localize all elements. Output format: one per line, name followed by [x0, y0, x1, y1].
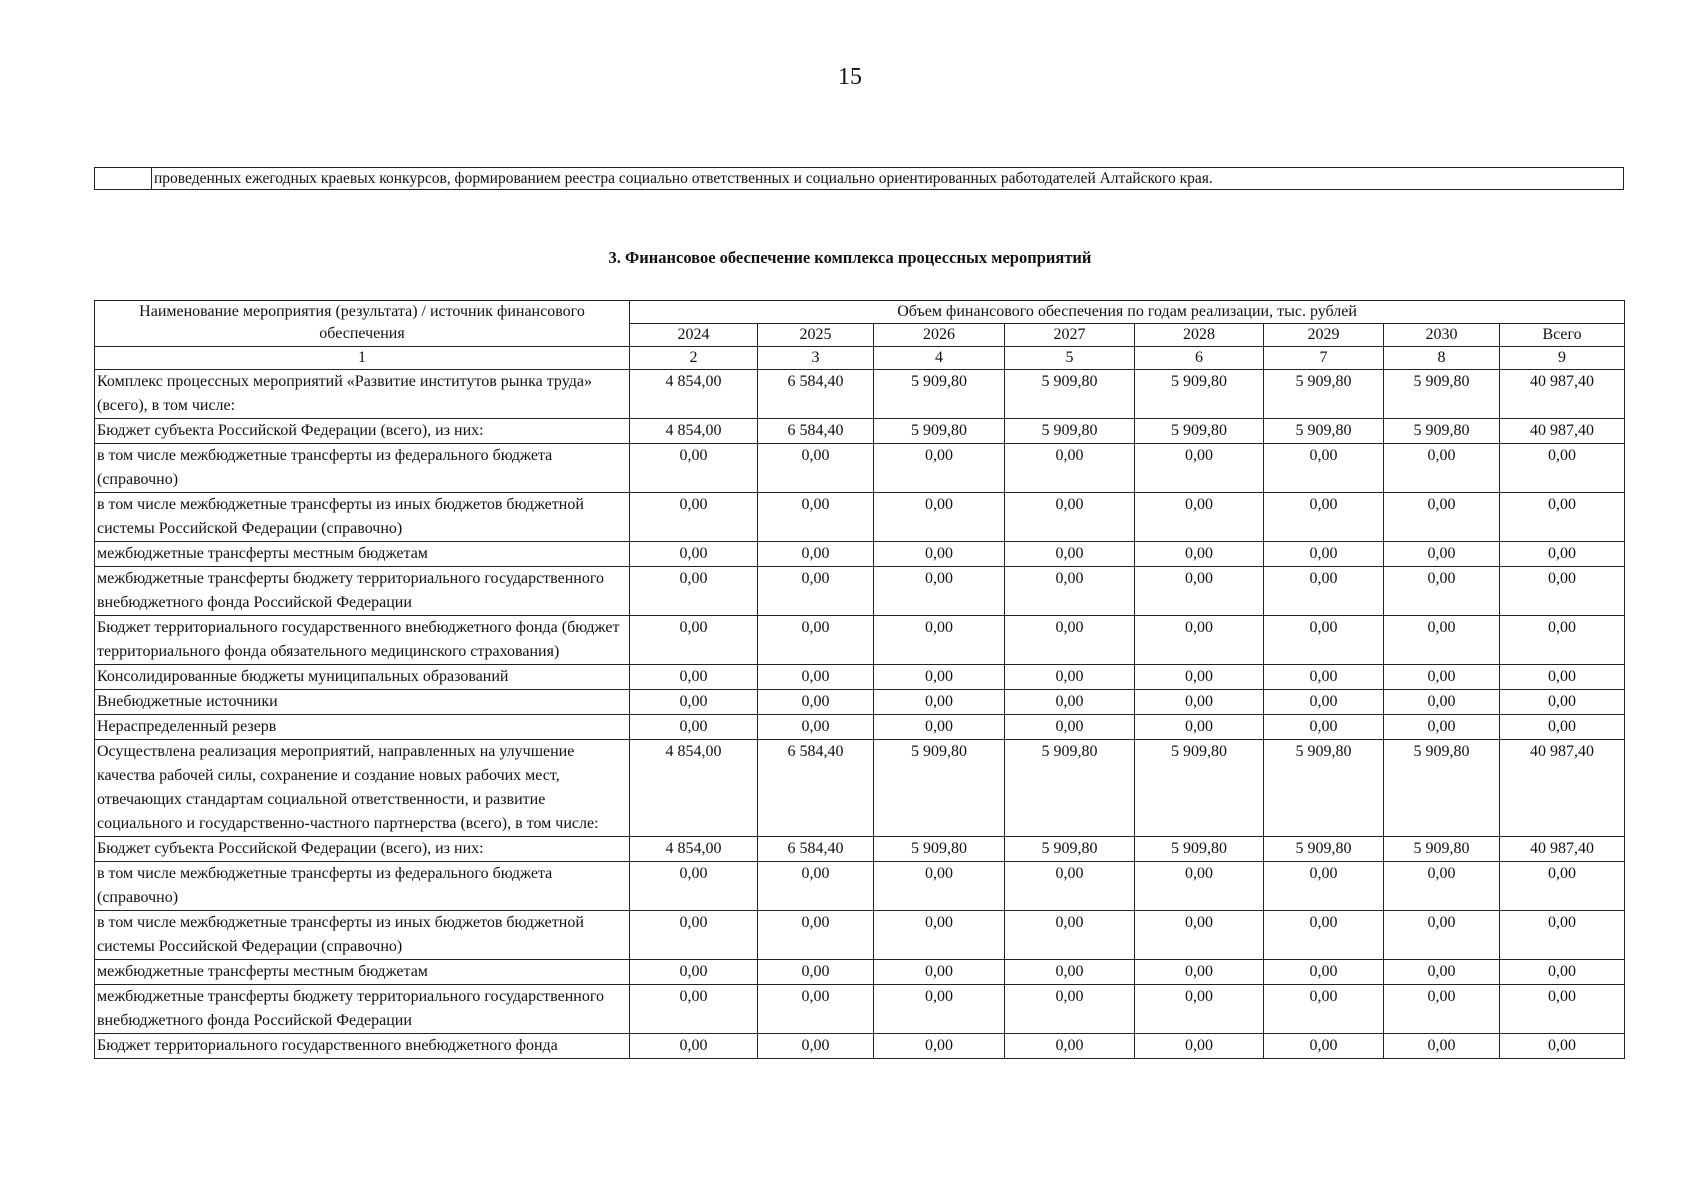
value-cell: 0,00: [1135, 444, 1264, 493]
table-row: [95, 862, 1625, 911]
value-cell: 0,00: [630, 567, 758, 616]
value-cell: 0,00: [874, 493, 1005, 542]
value-cell: 0,00: [874, 960, 1005, 985]
value-cell: 0,00: [874, 1034, 1005, 1059]
value-cell: 5 909,80: [1135, 419, 1264, 444]
value-cell: 5 909,80: [1135, 837, 1264, 862]
row-name-cell: межбюджетные трансферты местным бюджетам: [95, 542, 630, 567]
header-year-cell: 2028: [1135, 324, 1264, 347]
value-cell: 5 909,80: [1264, 419, 1384, 444]
value-cell: 0,00: [1135, 690, 1264, 715]
value-cell: 0,00: [1384, 542, 1500, 567]
value-cell: 0,00: [1384, 911, 1500, 960]
column-number-cell: 1: [95, 347, 630, 370]
value-cell: 0,00: [1500, 715, 1625, 740]
row-name-cell: межбюджетные трансферты бюджету территориального государственного внебюджетного фонда Российской Федерации: [95, 985, 630, 1034]
value-cell: 0,00: [1135, 911, 1264, 960]
value-cell: 0,00: [1384, 690, 1500, 715]
table-row: [95, 493, 1625, 542]
value-cell: 0,00: [1384, 1034, 1500, 1059]
row-name-cell: Консолидированные бюджеты муниципальных образований: [95, 665, 630, 690]
value-cell: 40 987,40: [1500, 419, 1625, 444]
value-cell: 0,00: [758, 493, 874, 542]
value-cell: 40 987,40: [1500, 837, 1625, 862]
value-cell: 0,00: [1005, 542, 1135, 567]
header-name-cell: Наименование мероприятия (результата) / источник финансового обеспечения: [95, 301, 630, 347]
value-cell: 0,00: [630, 1034, 758, 1059]
value-cell: 0,00: [1005, 862, 1135, 911]
value-cell: 0,00: [1500, 493, 1625, 542]
header-year-cell: 2024: [630, 324, 758, 347]
value-cell: 0,00: [630, 862, 758, 911]
table-row: [95, 985, 1625, 1034]
table-row: [95, 542, 1625, 567]
value-cell: 0,00: [874, 567, 1005, 616]
header-year-cell: Всего: [1500, 324, 1625, 347]
row-name-cell: Нераспределенный резерв: [95, 715, 630, 740]
column-number-cell: 4: [874, 347, 1005, 370]
table-row: [95, 567, 1625, 616]
row-name-cell: межбюджетные трансферты местным бюджетам: [95, 960, 630, 985]
value-cell: 0,00: [1500, 960, 1625, 985]
column-numbers-row: [95, 347, 1625, 370]
value-cell: 0,00: [1500, 567, 1625, 616]
value-cell: 0,00: [630, 911, 758, 960]
value-cell: 4 854,00: [630, 740, 758, 837]
header-year-cell: 2025: [758, 324, 874, 347]
value-cell: 0,00: [1264, 616, 1384, 665]
value-cell: 4 854,00: [630, 370, 758, 419]
header-year-cell: 2029: [1264, 324, 1384, 347]
row-name-cell: Бюджет субъекта Российской Федерации (всего), из них:: [95, 419, 630, 444]
value-cell: 0,00: [1384, 715, 1500, 740]
value-cell: 0,00: [1005, 690, 1135, 715]
table-row: [95, 740, 1625, 837]
value-cell: 0,00: [758, 862, 874, 911]
table-row: [95, 665, 1625, 690]
value-cell: 0,00: [630, 715, 758, 740]
value-cell: 5 909,80: [1005, 370, 1135, 419]
value-cell: 0,00: [1005, 985, 1135, 1034]
value-cell: 5 909,80: [1264, 370, 1384, 419]
value-cell: 0,00: [1384, 493, 1500, 542]
value-cell: 0,00: [1005, 715, 1135, 740]
header-row-top: [95, 301, 1625, 324]
value-cell: 0,00: [630, 665, 758, 690]
row-name-cell: Комплекс процессных мероприятий «Развитие институтов рынка труда» (всего), в том числе:: [95, 370, 630, 419]
row-name-cell: межбюджетные трансферты бюджету территориального государственного внебюджетного фонда Российской Федерации: [95, 567, 630, 616]
value-cell: 0,00: [1500, 911, 1625, 960]
column-number-cell: 3: [758, 347, 874, 370]
header-year-cell: 2030: [1384, 324, 1500, 347]
value-cell: 0,00: [1384, 567, 1500, 616]
value-cell: 0,00: [1384, 862, 1500, 911]
value-cell: 4 854,00: [630, 837, 758, 862]
value-cell: 0,00: [874, 616, 1005, 665]
value-cell: 5 909,80: [1384, 837, 1500, 862]
value-cell: 0,00: [758, 665, 874, 690]
column-number-cell: 9: [1500, 347, 1625, 370]
value-cell: 0,00: [1135, 985, 1264, 1034]
value-cell: 0,00: [1264, 665, 1384, 690]
table-row: [95, 690, 1625, 715]
value-cell: 0,00: [1135, 862, 1264, 911]
header-volume-cell: Объем финансового обеспечения по годам реализации, тыс. рублей: [630, 301, 1625, 324]
value-cell: 0,00: [1264, 493, 1384, 542]
value-cell: 0,00: [1500, 616, 1625, 665]
value-cell: 0,00: [1384, 665, 1500, 690]
value-cell: 0,00: [1005, 911, 1135, 960]
header-year-cell: 2027: [1005, 324, 1135, 347]
value-cell: 0,00: [1135, 616, 1264, 665]
value-cell: 0,00: [1264, 960, 1384, 985]
table-row: [95, 715, 1625, 740]
value-cell: 5 909,80: [1264, 740, 1384, 837]
value-cell: 0,00: [1005, 616, 1135, 665]
value-cell: 0,00: [1135, 567, 1264, 616]
value-cell: 5 909,80: [1005, 837, 1135, 862]
value-cell: 0,00: [758, 567, 874, 616]
value-cell: 0,00: [1264, 985, 1384, 1034]
header-year-cell: 2026: [874, 324, 1005, 347]
row-name-cell: Осуществлена реализация мероприятий, направленных на улучшение качества рабочей силы, сохранение и создание новых рабочих мест, отвечающих стандартам социальной ответственности, и развитие социального и государственно-частного партнерства (всего), в том числе:: [95, 740, 630, 837]
previous-row-text: проведенных ежегодных краевых конкурсов, формированием реестра социально ответственных и социально ориентированных работодателей Алтайского края.: [154, 170, 1213, 187]
row-name-cell: в том числе межбюджетные трансферты из иных бюджетов бюджетной системы Российской Федерации (справочно): [95, 493, 630, 542]
value-cell: 0,00: [630, 493, 758, 542]
value-cell: 0,00: [758, 911, 874, 960]
table-row: [95, 1034, 1625, 1059]
value-cell: 0,00: [1264, 567, 1384, 616]
value-cell: 0,00: [1135, 542, 1264, 567]
value-cell: 0,00: [1384, 444, 1500, 493]
value-cell: 40 987,40: [1500, 370, 1625, 419]
value-cell: 0,00: [874, 862, 1005, 911]
value-cell: 0,00: [874, 665, 1005, 690]
value-cell: 0,00: [1264, 444, 1384, 493]
value-cell: 5 909,80: [874, 370, 1005, 419]
table-row: [95, 911, 1625, 960]
value-cell: 0,00: [630, 985, 758, 1034]
column-number-cell: 8: [1384, 347, 1500, 370]
value-cell: 6 584,40: [758, 837, 874, 862]
value-cell: 5 909,80: [874, 837, 1005, 862]
table-row: [95, 444, 1625, 493]
value-cell: 0,00: [1005, 1034, 1135, 1059]
value-cell: 5 909,80: [1384, 370, 1500, 419]
value-cell: 0,00: [758, 690, 874, 715]
value-cell: 0,00: [1005, 665, 1135, 690]
value-cell: 0,00: [758, 616, 874, 665]
row-name-cell: в том числе межбюджетные трансферты из иных бюджетов бюджетной системы Российской Федерации (справочно): [95, 911, 630, 960]
value-cell: 0,00: [1500, 665, 1625, 690]
value-cell: 0,00: [758, 985, 874, 1034]
row-name-cell: Бюджет территориального государственного внебюджетного фонда (бюджет территориального фонда обязательного медицинского страхования): [95, 616, 630, 665]
table-row: [95, 837, 1625, 862]
table-row: [95, 960, 1625, 985]
value-cell: 0,00: [630, 444, 758, 493]
value-cell: 0,00: [1264, 1034, 1384, 1059]
value-cell: 0,00: [1005, 493, 1135, 542]
financing-table: [94, 300, 1625, 1059]
value-cell: 0,00: [874, 542, 1005, 567]
value-cell: 0,00: [1264, 690, 1384, 715]
value-cell: 6 584,40: [758, 740, 874, 837]
table-row: [95, 419, 1625, 444]
value-cell: 0,00: [1500, 1034, 1625, 1059]
row-name-cell: в том числе межбюджетные трансферты из федерального бюджета (справочно): [95, 444, 630, 493]
value-cell: 0,00: [874, 444, 1005, 493]
value-cell: 0,00: [1005, 567, 1135, 616]
value-cell: 5 909,80: [1135, 740, 1264, 837]
section-title: 3. Финансовое обеспечение комплекса процессных мероприятий: [608, 248, 1092, 267]
column-number-cell: 6: [1135, 347, 1264, 370]
value-cell: 5 909,80: [1384, 419, 1500, 444]
value-cell: 5 909,80: [1005, 740, 1135, 837]
value-cell: 0,00: [1500, 985, 1625, 1034]
value-cell: 0,00: [1500, 444, 1625, 493]
row-name-cell: Бюджет территориального государственного внебюджетного фонда: [95, 1034, 630, 1059]
value-cell: 0,00: [1135, 960, 1264, 985]
value-cell: 0,00: [1005, 960, 1135, 985]
value-cell: 0,00: [630, 616, 758, 665]
value-cell: 0,00: [630, 690, 758, 715]
value-cell: 0,00: [1135, 493, 1264, 542]
value-cell: 5 909,80: [1135, 370, 1264, 419]
value-cell: 0,00: [874, 715, 1005, 740]
value-cell: 0,00: [1135, 1034, 1264, 1059]
value-cell: 0,00: [1135, 665, 1264, 690]
column-number-cell: 2: [630, 347, 758, 370]
value-cell: 0,00: [1264, 862, 1384, 911]
value-cell: 0,00: [1500, 862, 1625, 911]
table-row: [95, 370, 1625, 419]
value-cell: 0,00: [630, 542, 758, 567]
column-number-cell: 7: [1264, 347, 1384, 370]
table-body: [95, 370, 1625, 1059]
value-cell: 0,00: [1384, 616, 1500, 665]
value-cell: 0,00: [1005, 444, 1135, 493]
row-name-cell: Бюджет субъекта Российской Федерации (всего), из них:: [95, 837, 630, 862]
value-cell: 0,00: [758, 715, 874, 740]
value-cell: 0,00: [1135, 715, 1264, 740]
value-cell: 0,00: [1264, 715, 1384, 740]
value-cell: 0,00: [758, 960, 874, 985]
value-cell: 5 909,80: [1005, 419, 1135, 444]
value-cell: 5 909,80: [874, 419, 1005, 444]
value-cell: 0,00: [1264, 542, 1384, 567]
value-cell: 0,00: [630, 960, 758, 985]
value-cell: 0,00: [874, 690, 1005, 715]
value-cell: 5 909,80: [1264, 837, 1384, 862]
previous-table-row: [94, 167, 1624, 190]
row-name-cell: Внебюджетные источники: [95, 690, 630, 715]
value-cell: 0,00: [1384, 960, 1500, 985]
value-cell: 40 987,40: [1500, 740, 1625, 837]
value-cell: 0,00: [1264, 911, 1384, 960]
column-number-cell: 5: [1005, 347, 1135, 370]
value-cell: 5 909,80: [874, 740, 1005, 837]
value-cell: 0,00: [1500, 542, 1625, 567]
value-cell: 0,00: [758, 1034, 874, 1059]
value-cell: 0,00: [758, 542, 874, 567]
value-cell: 0,00: [874, 911, 1005, 960]
previous-row-empty-cell: [95, 168, 152, 189]
value-cell: 0,00: [1384, 985, 1500, 1034]
value-cell: 0,00: [1500, 690, 1625, 715]
value-cell: 6 584,40: [758, 370, 874, 419]
value-cell: 5 909,80: [1384, 740, 1500, 837]
table-row: [95, 616, 1625, 665]
value-cell: 4 854,00: [630, 419, 758, 444]
row-name-cell: в том числе межбюджетные трансферты из федерального бюджета (справочно): [95, 862, 630, 911]
value-cell: 6 584,40: [758, 419, 874, 444]
value-cell: 0,00: [874, 985, 1005, 1034]
value-cell: 0,00: [758, 444, 874, 493]
page-number: 15: [838, 64, 862, 90]
